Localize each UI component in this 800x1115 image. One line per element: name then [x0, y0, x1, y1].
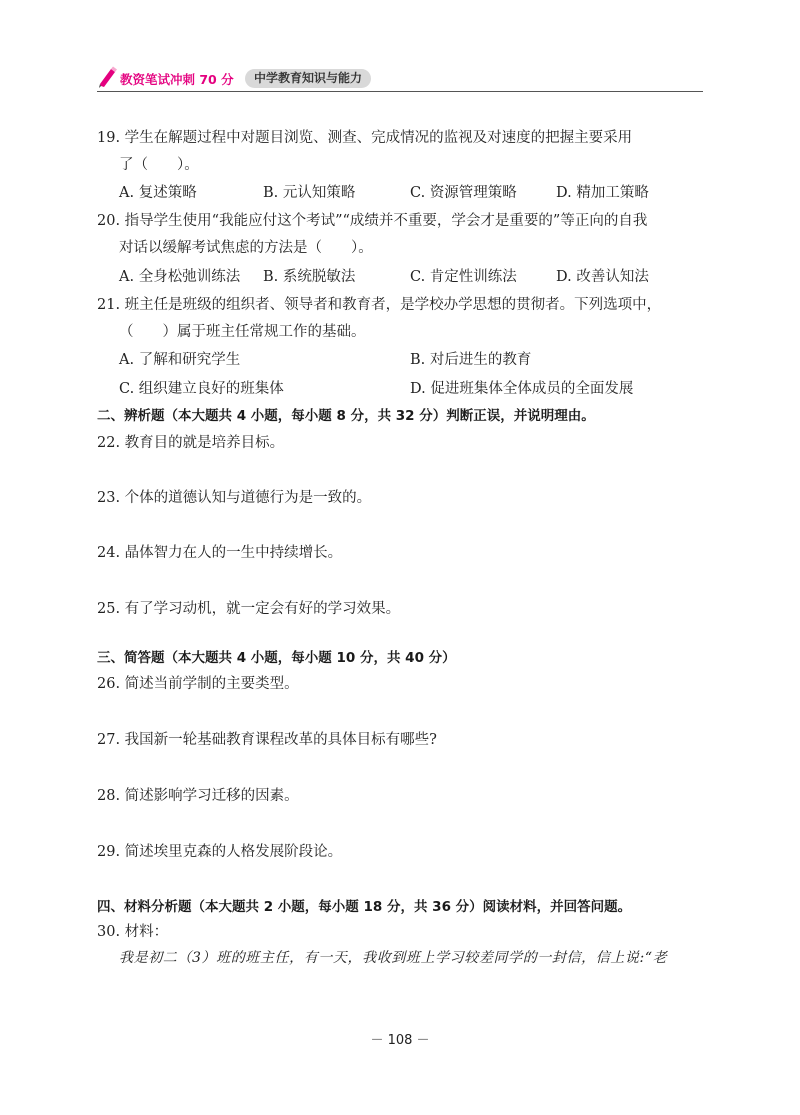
q20-option-c: C. 肯定性训练法 — [410, 269, 517, 285]
question-26: 26. 简述当前学制的主要类型。 — [97, 676, 299, 692]
q19-stem-line1: 19. 学生在解题过程中对题目浏览、测查、完成情况的监视及对速度的把握主要采用 — [97, 130, 633, 146]
q19-option-b: B. 元认知策略 — [263, 185, 356, 201]
section-2-title: 二、辨析题（本大题共 4 小题，每小题 8 分，共 32 分）判断正误，并说明理由。 — [97, 408, 595, 424]
header-divider — [97, 91, 703, 92]
q21-option-a: A. 了解和研究学生 — [119, 352, 241, 368]
q21-stem-line2: （ ）属于班主任常规工作的基础。 — [119, 324, 366, 340]
question-30-material: 我是初二（3）班的班主任，有一天，我收到班上学习较差同学的一封信，信上说:“老 — [119, 950, 668, 966]
q21-option-b: B. 对后进生的教育 — [410, 352, 532, 368]
section-3-title: 三、简答题（本大题共 4 小题，每小题 10 分，共 40 分） — [97, 650, 456, 666]
q21-stem-line1: 21. 班主任是班级的组织者、领导者和教育者，是学校办学思想的贯彻者。下列选项中， — [97, 297, 662, 313]
q21-option-d: D. 促进班集体全体成员的全面发展 — [410, 381, 634, 397]
q20-stem-line2: 对话以缓解考试焦虑的方法是（ ）。 — [119, 240, 373, 256]
question-27: 27. 我国新一轮基础教育课程改革的具体目标有哪些? — [97, 732, 437, 748]
q20-option-b: B. 系统脱敏法 — [263, 269, 356, 285]
q21-option-c: C. 组织建立良好的班集体 — [119, 381, 284, 397]
question-28: 28. 简述影响学习迁移的因素。 — [97, 788, 299, 804]
q20-option-d: D. 改善认知法 — [556, 269, 649, 285]
question-25: 25. 有了学习动机，就一定会有好的学习效果。 — [97, 601, 401, 617]
page-number: － 108 － — [370, 1033, 430, 1048]
q20-option-a: A. 全身松弛训练法 — [119, 269, 241, 285]
q19-option-d: D. 精加工策略 — [556, 185, 649, 201]
q19-option-c: C. 资源管理策略 — [410, 185, 517, 201]
q19-stem-line2: 了（ ）。 — [119, 157, 199, 173]
subject-badge: 中学教育知识与能力 — [245, 69, 371, 88]
pencil-icon — [97, 66, 117, 88]
q20-stem-line1: 20. 指导学生使用“我能应付这个考试”“成绩并不重要，学会才是重要的”等正向的自我 — [97, 213, 648, 229]
question-22: 22. 教育目的就是培养目标。 — [97, 435, 285, 451]
q19-option-a: A. 复述策略 — [119, 185, 197, 201]
question-24: 24. 晶体智力在人的一生中持续增长。 — [97, 545, 343, 561]
question-29: 29. 简述埃里克森的人格发展阶段论。 — [97, 844, 343, 860]
running-header — [97, 66, 703, 92]
question-30-label: 30. 材料： — [97, 924, 169, 940]
brand-title: 教资笔试冲刺 70 分 — [120, 72, 234, 87]
section-4-title: 四、材料分析题（本大题共 2 小题，每小题 18 分，共 36 分）阅读材料，并回答问题。 — [97, 899, 632, 915]
question-23: 23. 个体的道德认知与道德行为是一致的。 — [97, 490, 372, 506]
